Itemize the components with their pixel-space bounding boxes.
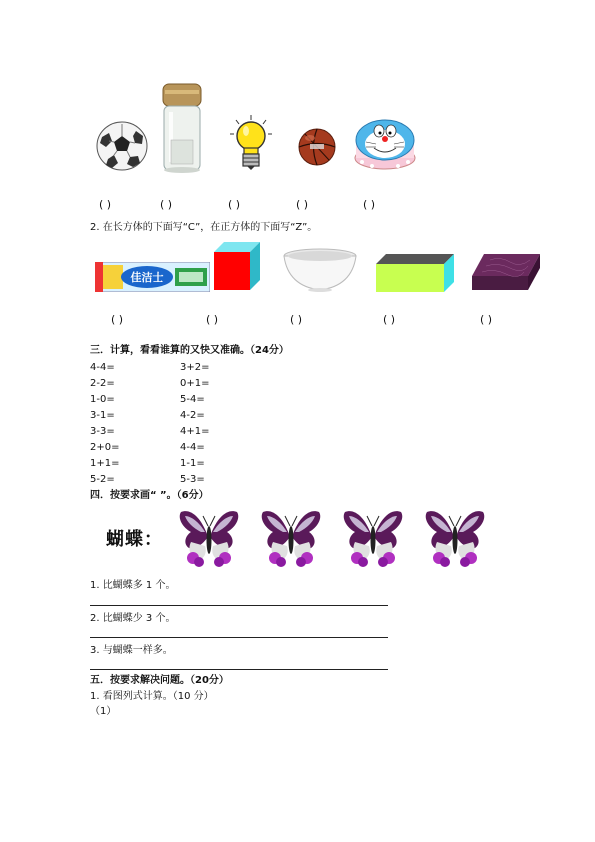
calc-right-2: 0+1= <box>180 378 210 389</box>
calc-left-7: 1+1= <box>90 458 120 469</box>
calc-left-1: 4-4= <box>90 362 115 373</box>
q2-answer-blank-5[interactable]: ( ) <box>480 313 493 326</box>
answer-blank-4[interactable]: ( ) <box>296 198 309 211</box>
answer-line-3[interactable] <box>90 669 388 670</box>
calc-right-8: 5-3= <box>180 474 205 485</box>
draw-task-3: 3. 与蝴蝶一样多。 <box>90 645 173 656</box>
calc-right-7: 1-1= <box>180 458 205 469</box>
white-bowl-image <box>282 248 358 292</box>
calc-right-5: 4+1= <box>180 426 210 437</box>
soccer-ball-image <box>96 121 148 171</box>
draw-task-1: 1. 比蝴蝶多 1 个。 <box>90 580 176 591</box>
green-cuboid-image <box>374 252 456 294</box>
calc-left-3: 1-0= <box>90 394 115 405</box>
q2-answer-blank-2[interactable]: ( ) <box>206 313 219 326</box>
butterfly-label: 蝴蝶： <box>106 529 163 550</box>
q2-instruction: 2. 在长方体的下面写“C”，在正方体的下面写“Z”。 <box>90 222 318 233</box>
answer-blank-2[interactable]: ( ) <box>160 198 173 211</box>
section5-sub1-part1: （1） <box>90 706 117 717</box>
light-bulb-image <box>228 114 274 172</box>
q2-answer-blank-4[interactable]: ( ) <box>383 313 396 326</box>
calc-right-3: 5-4= <box>180 394 205 405</box>
butterfly-image <box>422 508 488 570</box>
calc-right-1: 3+2= <box>180 362 210 373</box>
red-cube-image <box>212 240 262 292</box>
section5-sub1: 1. 看图列式计算。（10 分） <box>90 691 214 702</box>
butterfly-image <box>258 508 324 570</box>
calc-left-6: 2+0= <box>90 442 120 453</box>
answer-blank-5[interactable]: ( ) <box>363 198 376 211</box>
answer-line-2[interactable] <box>90 637 388 638</box>
toothpaste-box-image <box>95 262 210 292</box>
doraemon-cake-image <box>352 114 418 172</box>
calc-left-5: 3-3= <box>90 426 115 437</box>
q2-answer-blank-1[interactable]: ( ) <box>111 313 124 326</box>
draw-task-2: 2. 比蝴蝶少 3 个。 <box>90 613 176 624</box>
purple-gift-box-image <box>470 250 542 296</box>
section5-title: 五．按要求解决问题。（20分） <box>90 675 229 686</box>
calc-left-4: 3-1= <box>90 410 115 421</box>
section3-title: 三．计算，看看谁算的又快又准确。（24分） <box>90 345 289 356</box>
glass-jar-image <box>161 82 203 174</box>
answer-line-1[interactable] <box>90 605 388 606</box>
section4-title: 四．按要求画“ ”。（6分） <box>90 490 209 501</box>
answer-blank-1[interactable]: ( ) <box>99 198 112 211</box>
calc-left-2: 2-2= <box>90 378 115 389</box>
calc-right-4: 4-2= <box>180 410 205 421</box>
butterfly-image <box>176 508 242 570</box>
calc-left-8: 5-2= <box>90 474 115 485</box>
basketball-image <box>296 126 338 168</box>
q2-answer-blank-3[interactable]: ( ) <box>290 313 303 326</box>
butterfly-image <box>340 508 406 570</box>
svg-text:佳洁士: 佳洁士 <box>130 271 164 284</box>
calc-right-6: 4-4= <box>180 442 205 453</box>
answer-blank-3[interactable]: ( ) <box>228 198 241 211</box>
